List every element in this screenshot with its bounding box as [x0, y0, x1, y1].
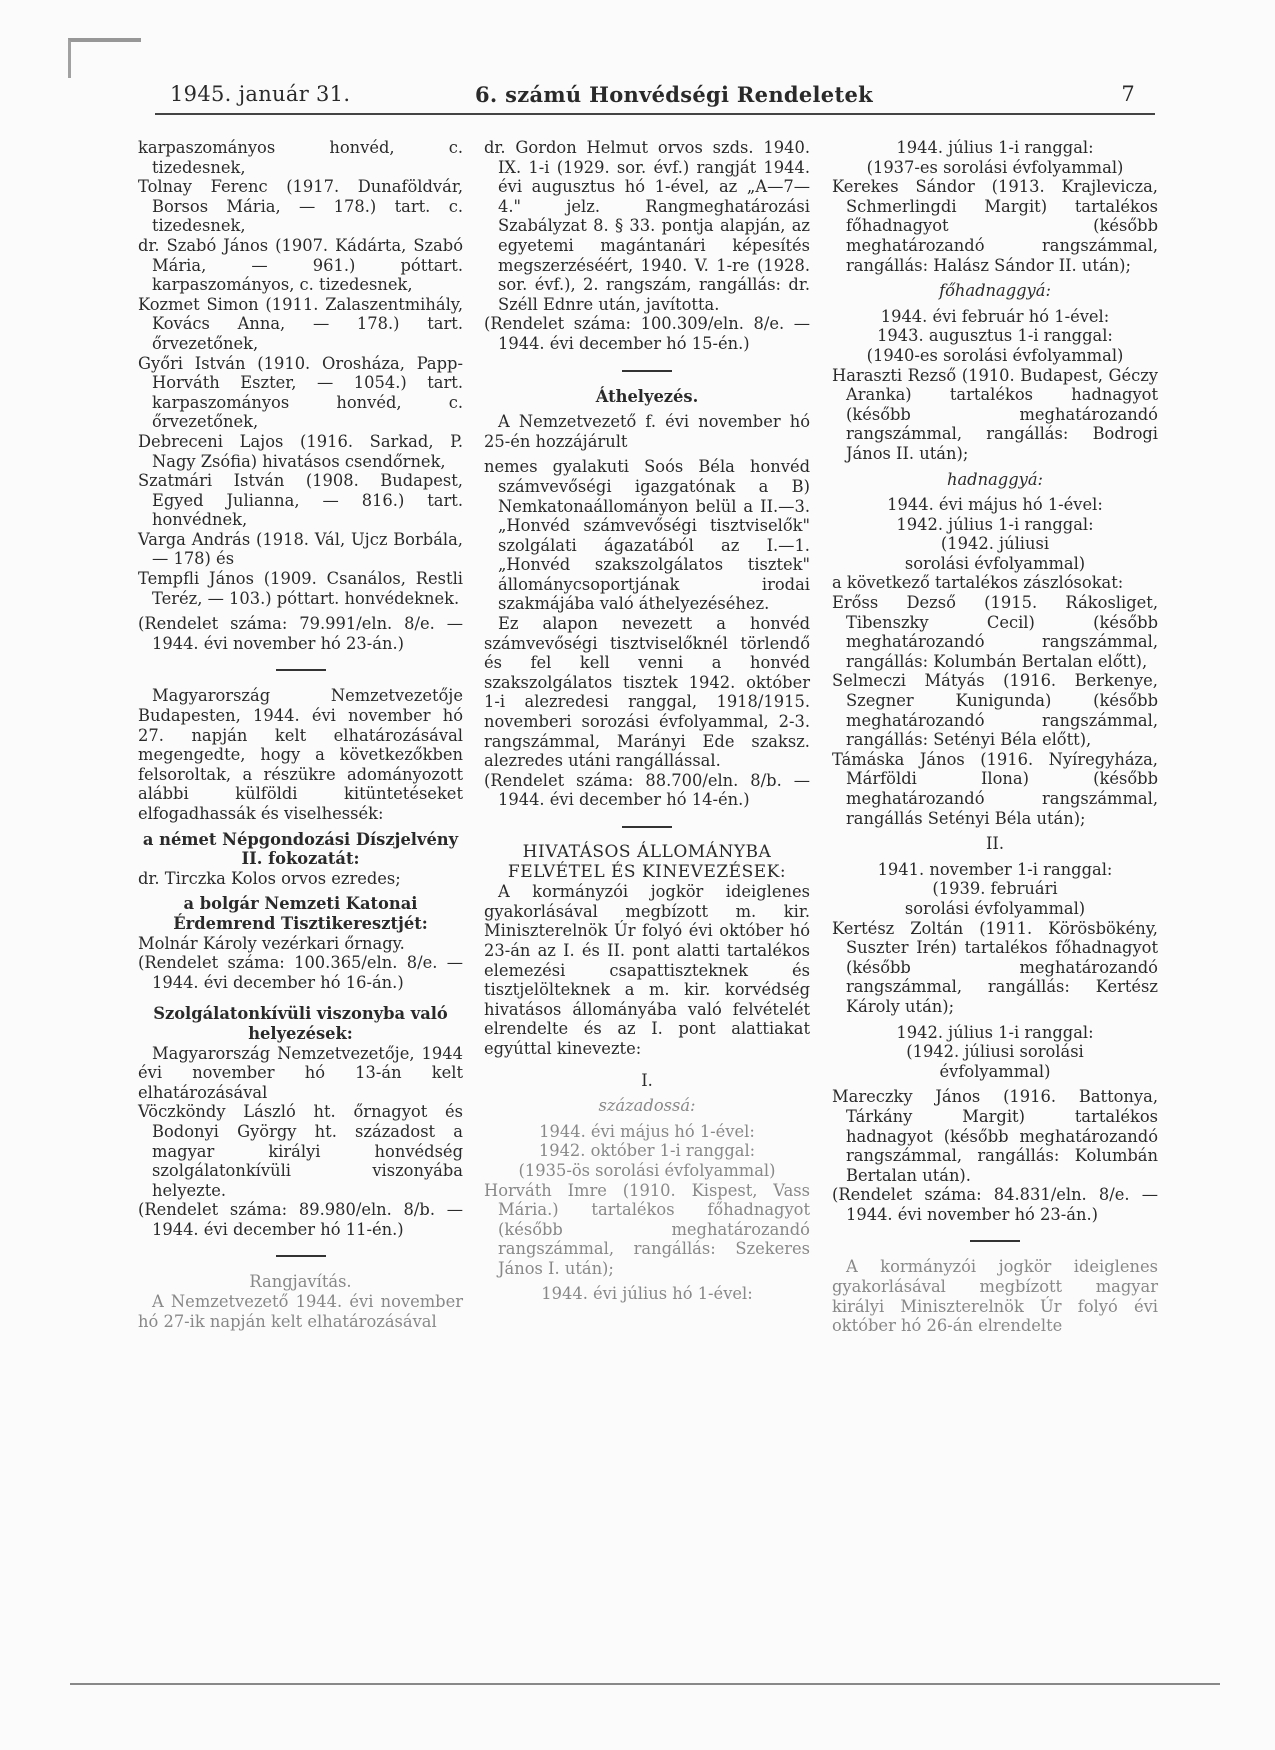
date-line: 1944. évi május hó 1-ével: — [887, 495, 1103, 515]
column-left — [138, 138, 463, 1331]
decree-reference: (Rendelet száma: 88.700/eln. 8/b. — 1944. évi december hó 14-én.) — [484, 770, 810, 810]
decree-reference: (Rendelet száma: 100.309/eln. 8/e. — 1944. évi december hó 15-én.) — [484, 314, 810, 353]
decree-reference: (Rendelet száma: 89.980/eln. 8/b. — 1944. évi december hó 11-én.) — [138, 1200, 463, 1239]
entry: dr. Szabó János (1907. Kádárta, Szabó Mária, — 961.) póttart. karpaszományos, c. tizedesnek, — [138, 235, 463, 295]
paragraph: Magyarország Nemzetvezetője Budapesten, 1944. évi november hó 27. napján kelt elhatározásával megengedte, hogy a következőkben felsoroltak, a részükre adományozott alábbi külföldi kitüntetéseket elfogadhassák és viselhessék: — [138, 686, 463, 823]
section-heading: a német Népgondozási Díszjelvény II. fokozatát: — [142, 829, 459, 869]
section-separator — [622, 370, 672, 372]
entry: Molnár Károly vezérkari őrnagy. — [138, 933, 405, 953]
date-line: 1944. évi február hó 1-ével: — [880, 306, 1110, 326]
entry: Győri István (1910. Orosháza, Papp-Horváth Eszter, — 1054.) tart. karpaszományos honvéd, c. őrvezetőnek, — [138, 353, 463, 432]
entry: Haraszti Rezső (1910. Budapest, Géczy Aranka) tartalékos hadnagyot (később meghatározandó rangszámmal, rangállás: Bodrogi János II. után); — [832, 365, 1158, 463]
date-line: 1942. július 1-i ranggal: — [896, 1022, 1094, 1042]
section-heading: a bolgár Nemzeti Katonai Érdemrend Tisztikeresztjét: — [173, 894, 428, 933]
bottom-rule — [70, 1683, 1220, 1685]
date-line: 1942. július 1-i ranggal: — [896, 514, 1094, 534]
section-heading: Áthelyezés. — [595, 386, 699, 406]
column-right — [832, 138, 1158, 1336]
section-separator — [970, 1240, 1020, 1242]
decree-reference: (Rendelet száma: 79.991/eln. 8/e. — 1944. évi november hó 23-án.) — [138, 614, 463, 653]
paragraph: A Nemzetvezető f. évi november hó 25-én hozzájárult — [484, 412, 810, 451]
paragraph: Ez alapon nevezett a honvéd számvevőségi tisztviselőknél törlendő és fel kell venni a honvéd szakszolgálatos tisztek 1942. október 1-i alezredesi ranggal, 1918/1915. novemberi sorozási évfolyammal, 2-3. rangszámmal, Marányi Ede szaksz. alezredes utáni rangállással. — [484, 614, 810, 771]
entry: Debreceni Lajos (1916. Sarkad, P. Nagy Zsófia) hivatásos csendőrnek, — [138, 431, 463, 471]
section-separator — [276, 1255, 326, 1257]
entry: dr. Gordon Helmut orvos szds. 1940. IX. 1-i (1929. sor. évf.) rangját 1944. évi augusztus hó 1-ével, az „A—7—4." jelz. Rangmeghatározási Szabályzat 8. § 33. pontja alapján, az egyetemi magántanári képesítés megszerzéséért, 1940. V. 1-re (1928. sor. évf.), 2. rangszám, rangállás: dr. Széll Ednre után, javította. — [484, 138, 810, 314]
entry: Kozmet Simon (1911. Zalaszentmihály, Kovács Anna, — 178.) tart. őrvezetőnek, — [138, 294, 463, 353]
entry: Erőss Dezső (1915. Rákosliget, Tibenszky Cecil) (később meghatározandó rangszámmal, rangállás: Kolumbán Bertalan előtt), — [832, 593, 1158, 671]
date-line: sorolási évfolyammal) — [904, 898, 1086, 918]
date-line: (1942. júliusi sorolási — [906, 1042, 1084, 1062]
date-line: 1941. november 1-i ranggal: — [877, 859, 1113, 879]
decree-reference: (Rendelet száma: 100.365/eln. 8/e. — 1944. évi december hó 16-án.) — [138, 953, 463, 992]
date-line: (1937-es sorolási évfolyammal) — [866, 157, 1124, 177]
rank-heading: főhadnaggyá: — [939, 281, 1051, 301]
paragraph: Magyarország Nemzetvezetője, 1944 évi november hó 13-án kelt elhatározásával — [138, 1043, 463, 1102]
page-number: 7 — [1121, 82, 1135, 106]
paragraph: A kormányzói jogkör ideiglenes gyakorlásával megbízott magyar királyi Miniszterelnök Úr folyó évi október hó 26-án elrendelte — [832, 1257, 1158, 1336]
header-rule — [155, 113, 1155, 115]
entry: Mareczky János (1916. Battonya, Tárkány Margit) tartalékos hadnagyot (később meghatározandó rangszámmal, rangállás: Kolumbán Bertalan után). — [832, 1087, 1158, 1185]
roman-numeral-heading: I. — [641, 1070, 653, 1090]
entry: Horváth Imre (1910. Kispest, Vass Mária.) tartalékos főhadnagyot (később meghatározandó rangszámmal, rangállás: Szekeres János I. után); — [484, 1180, 810, 1278]
header-title: 6. számú Honvédségi Rendeletek — [475, 82, 873, 107]
rank-heading: századossá: — [598, 1096, 696, 1116]
column-middle — [484, 138, 810, 1304]
date-line: évfolyammal) — [939, 1061, 1051, 1081]
entry: Vöczköndy László ht. őrnagyot és Bodonyi György ht. századost a magyar királyi honvédség szolgálatonkívüli viszonyába helyezte. — [138, 1102, 463, 1200]
entry: karpaszományos honvéd, c. tizedesnek, — [138, 138, 463, 177]
entry: Tempfli János (1909. Csanálos, Restli Teréz, — 103.) póttart. honvédeknek. — [138, 569, 463, 608]
roman-numeral-heading: II. — [985, 834, 1005, 854]
date-line: 1944. évi július hó 1-ével: — [541, 1284, 753, 1304]
section-separator — [276, 669, 326, 671]
section-heading: HIVATÁSOS ÁLLOMÁNYBA FELVÉTEL ÉS KINEVEZÉSEK: — [507, 842, 787, 882]
date-line: (1942. júliusi — [940, 534, 1050, 554]
date-line: 1944. évi május hó 1-ével: — [539, 1121, 755, 1141]
date-line: 1943. augusztus 1-i ranggal: — [877, 326, 1113, 346]
entry: Támáska János (1916. Nyíregyháza, Márföldi Ilona) (később meghatározandó rangszámmal, rangállás Setényi Béla után); — [832, 749, 1158, 828]
header-date: 1945. január 31. — [170, 82, 351, 106]
scan-edge-mark — [68, 38, 141, 78]
date-line: (1940-es sorolási évfolyammal) — [866, 345, 1124, 365]
paragraph: A Nemzetvezető 1944. évi november hó 27-ik napján kelt elhatározásával — [138, 1292, 463, 1331]
date-line: (1935-ös sorolási évfolyammal) — [518, 1160, 776, 1180]
date-line: (1939. februári — [932, 879, 1058, 899]
entry: Szatmári István (1908. Budapest, Egyed Julianna, — 816.) tart. honvédnek, — [138, 471, 463, 530]
section-heading: Rangjavítás. — [249, 1272, 352, 1292]
entry: Kerekes Sándor (1913. Krajlevicza, Schmerlingdi Margit) tartalékos főhadnagyot (később meghatározandó rangszámmal, rangállás: Halász Sándor II. után); — [832, 177, 1158, 275]
entry: dr. Tirczka Kolos orvos ezredes; — [138, 868, 401, 888]
entry: Selmeczi Mátyás (1916. Berkenye, Szegner Kunigunda) (később meghatározandó rangszámmal, rangállás: Setényi Béla előtt), — [832, 671, 1158, 750]
entry: Varga András (1918. Vál, Ujcz Borbála, — 178) és — [138, 529, 463, 569]
date-line: 1942. október 1-i ranggal: — [538, 1141, 756, 1161]
entry: Tolnay Ferenc (1917. Dunaföldvár, Borsos Mária, — 178.) tart. c. tizedesnek, — [138, 177, 463, 236]
page-header — [170, 82, 1135, 112]
section-separator — [622, 826, 672, 828]
entry: Kertész Zoltán (1911. Körösbökény, Suszter Irén) tartalékos főhadnagyot (később meghatározandó rangszámmal, rangállás: Kertész Károly után); — [832, 918, 1158, 1016]
date-line: sorolási évfolyammal) — [904, 553, 1086, 573]
decree-reference: (Rendelet száma: 84.831/eln. 8/e. — 1944. évi november hó 23-án.) — [832, 1185, 1158, 1224]
date-line: 1944. július 1-i ranggal: — [896, 138, 1094, 157]
entry: nemes gyalakuti Soós Béla honvéd számvevőségi igazgatónak a B) Nemkatonaállományon belül a II.—3. „Honvéd számvevőségi tisztviselők" szolgálati ágazatából az I.—1. „Honvéd szakszolgálatos tisztek" állománycsoportjának irodai szakmájába való áthelyezéséhez. — [484, 457, 810, 614]
entry: a következő tartalékos zászlósokat: — [832, 573, 1124, 593]
rank-heading: hadnaggyá: — [946, 469, 1044, 489]
section-heading: Szolgálatonkívüli viszonyba való helyezések: — [153, 1004, 448, 1043]
paragraph: A kormányzói jogkör ideiglenes gyakorlásával megbízott m. kir. Miniszterelnök Úr folyó évi október hó 23-án az I. és II. pont alatti tartalékos elemezési csapattiszteknek és tisztjelölteknek a m. kir. korvédség hivatásos állományába való felvételét elrendelte és az I. pont alattiakat egyúttal kinevezte: — [484, 882, 810, 1058]
